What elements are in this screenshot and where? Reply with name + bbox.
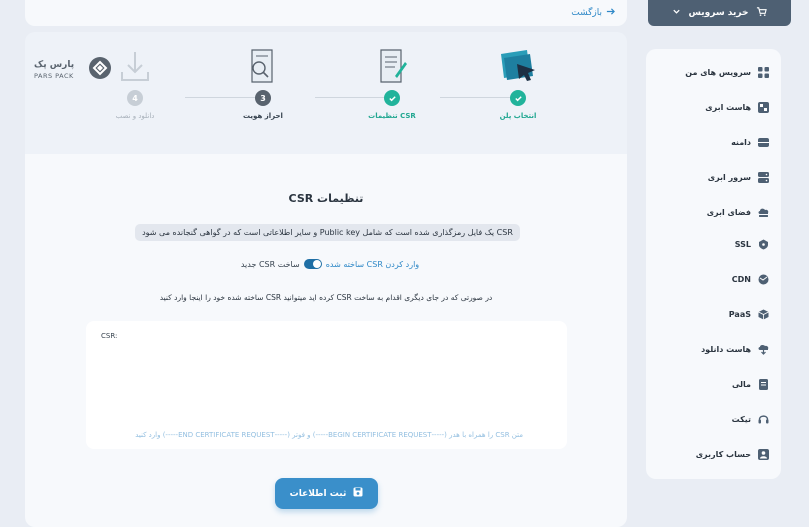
csr-placeholder: متن CSR را همراه با هدر (-----BEGIN CERTIFICATE REQUEST-----) و فوتر (-----END CERTIFICATE REQUEST-----) وارد کنید (135, 431, 523, 439)
main-area (25, 0, 627, 527)
sidebar-item-label: PaaS (728, 309, 751, 319)
sidebar (646, 49, 781, 479)
sidebar-item-cloud-storage[interactable] (646, 202, 781, 222)
server-icon (758, 172, 769, 183)
save-icon (353, 487, 363, 500)
document-pen-icon (371, 46, 413, 86)
sidebar-item-ticket[interactable] (646, 409, 781, 429)
identity-document-icon (242, 46, 284, 86)
back-label: بازگشت (571, 8, 602, 18)
step-check-badge (384, 90, 400, 106)
sidebar-item-label: دامنه (731, 137, 751, 147)
arrow-right-icon (606, 7, 615, 19)
sidebar-item-cloud-host[interactable] (646, 97, 781, 117)
sidebar-item-cdn[interactable] (646, 269, 781, 289)
buy-service-button[interactable] (648, 0, 791, 26)
sidebar-item-cloud-server[interactable] (646, 167, 781, 187)
sidebar-item-download-host[interactable] (646, 339, 781, 359)
toggle-import-label[interactable]: وارد کردن CSR ساخته شده (325, 259, 420, 269)
cloud-storage-icon (758, 207, 769, 218)
csr-mode-toggle-row (230, 259, 430, 269)
step-label: دانلود و نصب (115, 112, 155, 120)
sidebar-item-label: فضای ابری (706, 207, 751, 217)
csr-textarea[interactable] (86, 321, 567, 449)
headset-icon (758, 414, 769, 425)
sidebar-item-label: سرور ابری (707, 172, 751, 182)
back-link[interactable] (571, 7, 615, 19)
sidebar-item-label: تیکت (731, 414, 751, 424)
sidebar-item-paas[interactable] (646, 304, 781, 324)
step-label: انتخاب پلن (499, 112, 537, 120)
sidebar-item-finance[interactable] (646, 374, 781, 394)
sidebar-item-label: هاست ابری (705, 102, 751, 112)
sidebar-item-label: CDN (731, 274, 751, 284)
grid-icon (758, 67, 769, 78)
cloud-host-icon (758, 102, 769, 113)
csr-mode-toggle[interactable] (304, 259, 322, 269)
csr-info-box: CSR یک فایل رمزگذاری شده است که شامل Public key و سایر اطلاعاتی است که در گواهی گنجانده می شود (135, 224, 520, 241)
svg-text:پارس پک: پارس پک (34, 60, 75, 70)
paas-cube-icon (758, 309, 769, 320)
domain-icon (758, 137, 769, 148)
download-host-icon (758, 344, 769, 355)
toggle-knob (313, 260, 321, 268)
sidebar-item-my-services[interactable] (646, 62, 781, 82)
step-csr-settings (347, 32, 437, 154)
step-number-badge: 3 (255, 90, 271, 106)
step-download-install (90, 32, 180, 154)
toggle-create-label[interactable]: ساخت CSR جدید (240, 259, 300, 269)
step-number-badge: 4 (127, 90, 143, 106)
ssl-lock-icon (758, 239, 769, 250)
chevron-down-icon (672, 7, 681, 19)
sidebar-item-domain[interactable] (646, 132, 781, 152)
step-label: تنظیمات CSR (368, 112, 416, 120)
download-icon (114, 46, 156, 86)
top-bar (25, 0, 627, 26)
step-label: احراز هویت (243, 112, 283, 120)
step-choose-plan (473, 32, 563, 154)
finance-icon (758, 379, 769, 390)
user-icon (758, 449, 769, 460)
sidebar-item-ssl[interactable] (646, 234, 781, 254)
cdn-icon (758, 274, 769, 285)
step-identity-verification (218, 32, 308, 154)
buy-service-label: خرید سرویس (688, 8, 749, 18)
sidebar-item-label: حساب کاربری (695, 449, 751, 459)
svg-text:PARS PACK: PARS PACK (34, 72, 74, 80)
submit-label: ثبت اطلاعات (289, 488, 347, 499)
submit-button[interactable] (275, 478, 378, 509)
sidebar-item-label: مالی (731, 379, 751, 389)
csr-field-label: CSR: (101, 332, 118, 340)
csr-form-panel (25, 154, 627, 527)
steps-panel (25, 32, 627, 154)
form-title: تنظیمات CSR (288, 192, 364, 205)
sidebar-item-account[interactable] (646, 444, 781, 464)
sidebar-item-label: SSL (734, 239, 751, 249)
sidebar-item-label: هاست دانلود (701, 344, 751, 354)
step-check-badge (510, 90, 526, 106)
sidebar-item-label: سرویس های من (685, 67, 751, 77)
cart-icon (756, 6, 767, 20)
plan-cards-icon (497, 46, 539, 86)
csr-hint-text: در صورتی که در جای دیگری اقدام به ساخت CSR کرده اید میتوانید CSR ساخته شده خود را اینجا وارد کنید (159, 293, 493, 302)
